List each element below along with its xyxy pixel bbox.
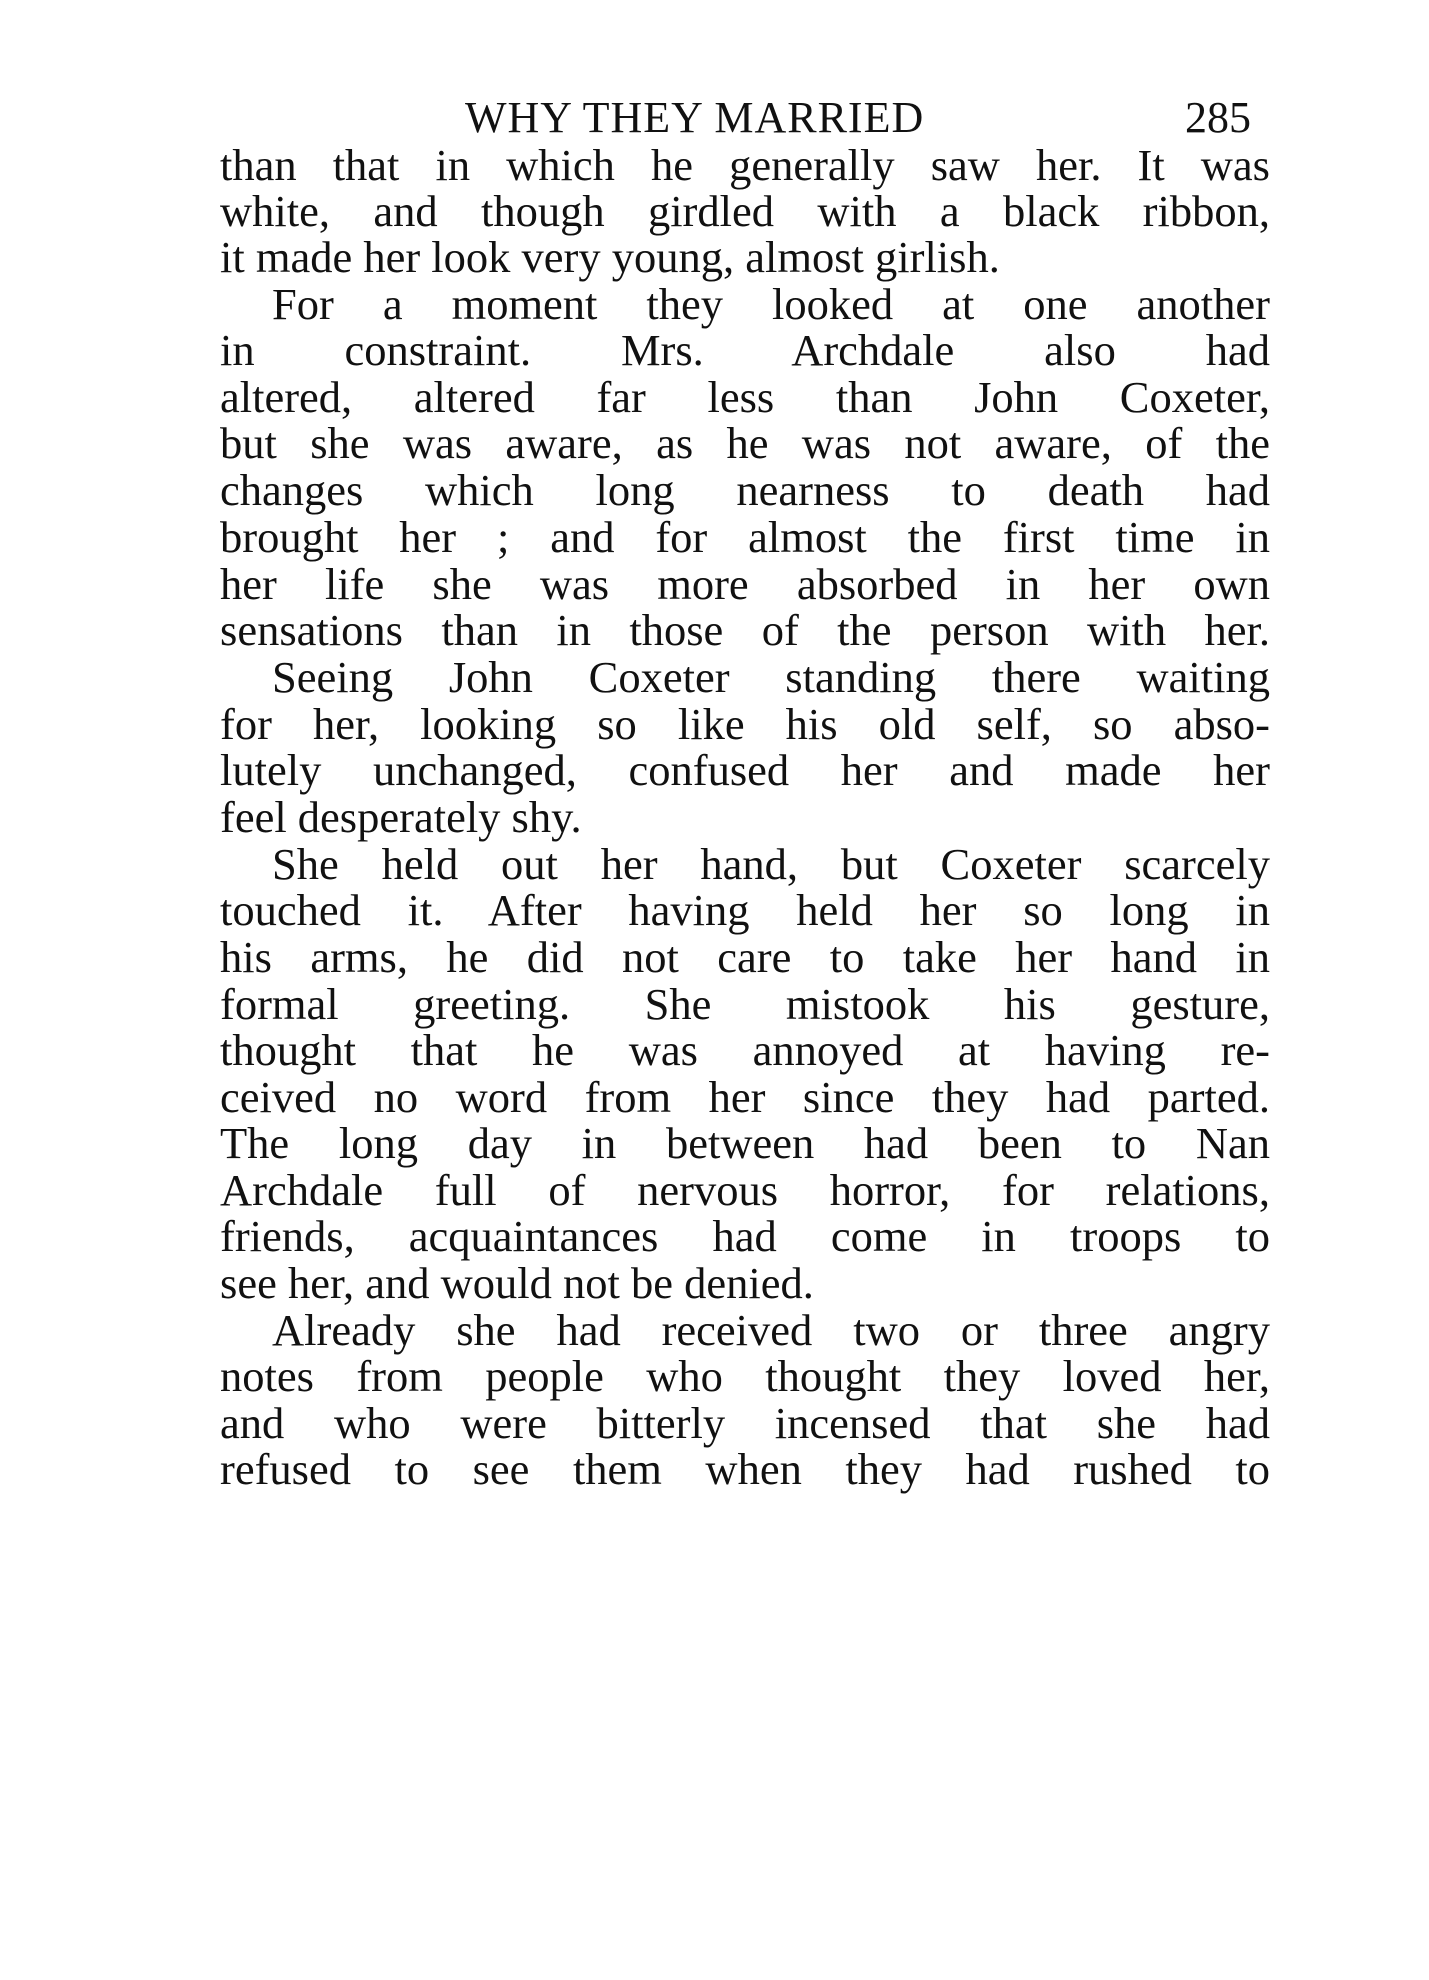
text-line: it made her look very young, almost girlish.	[220, 232, 1000, 282]
running-head-title: WHY THEY MARRIED	[465, 93, 925, 142]
page-number: 285	[1185, 93, 1251, 142]
text-line: her life she was more absorbed in her own	[220, 559, 1270, 609]
text-line: for her, looking so like his old self, so abso-	[220, 699, 1270, 749]
text-line: Seeing John Coxeter standing there waiting	[272, 652, 1270, 702]
text-line: and who were bitterly incensed that she had	[220, 1398, 1270, 1448]
text-line: see her, and would not be denied.	[220, 1258, 814, 1308]
text-line: touched it. After having held her so long in	[220, 885, 1270, 935]
text-line: than that in which he generally saw her. It was	[220, 140, 1270, 190]
text-line: but she was aware, as he was not aware, of the	[220, 418, 1270, 468]
text-line: For a moment they looked at one another	[272, 279, 1270, 329]
text-line: white, and though girdled with a black ribbon,	[220, 186, 1270, 236]
text-line: his arms, he did not care to take her hand in	[220, 932, 1270, 982]
text-line: feel desperately shy.	[220, 792, 582, 842]
text-line: friends, acquaintances had come in troops to	[220, 1211, 1270, 1261]
text-line: lutely unchanged, confused her and made her	[220, 745, 1270, 795]
text-line: Already she had received two or three angry	[272, 1305, 1270, 1355]
text-line: ceived no word from her since they had parted.	[220, 1072, 1270, 1122]
text-line: in constraint. Mrs. Archdale also had	[220, 325, 1270, 375]
text-line: changes which long nearness to death had	[220, 465, 1270, 515]
text-line: refused to see them when they had rushed to	[220, 1444, 1270, 1494]
text-line: She held out her hand, but Coxeter scarcely	[272, 839, 1270, 889]
text-line: brought her ; and for almost the first time in	[220, 512, 1270, 562]
text-line: thought that he was annoyed at having re-	[220, 1025, 1270, 1075]
text-line: Archdale full of nervous horror, for relations,	[220, 1165, 1270, 1215]
text-line: sensations than in those of the person with her.	[220, 605, 1270, 655]
text-line: notes from people who thought they loved her,	[220, 1351, 1270, 1401]
text-line: The long day in between had been to Nan	[220, 1118, 1270, 1168]
text-line: altered, altered far less than John Coxeter,	[220, 372, 1270, 422]
text-line: formal greeting. She mistook his gesture,	[220, 979, 1270, 1029]
